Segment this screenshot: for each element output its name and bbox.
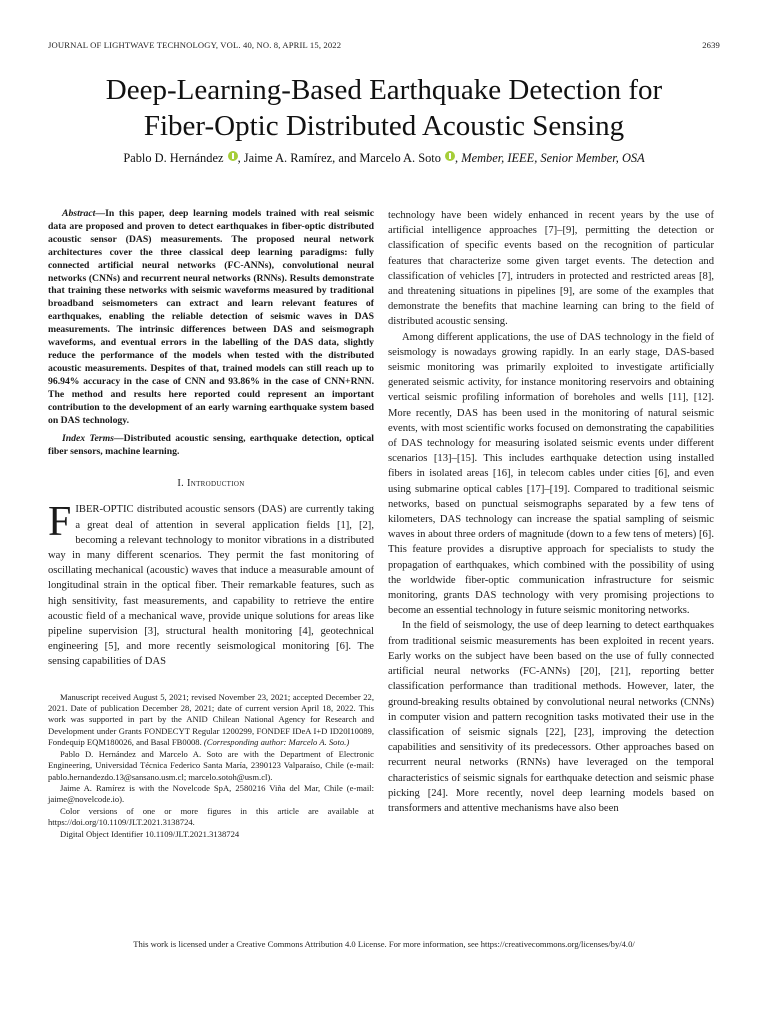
author-separator: , <box>455 151 462 165</box>
body-paragraph-1: technology have been widely enhanced in recent years by the use of artificial intelligence approaches [7]–[9], permitting the detection or classification of specific events based on the recognition of particular features that characterize some given target events. The detection and classification of vehicles [7], intruders in protected and restricted areas [8], and threatening situations in pipelines [9], are some of the examples that demonstrate the benefits that machine learning can bring to the field of distributed acoustic sensing. <box>388 210 714 328</box>
footnote-doi: Digital Object Identifier 10.1109/JLT.2021.3138724 <box>60 828 240 839</box>
footnote-color-figures: Color versions of one or more figures in this article are available at https://doi.org/10.1109/JLT.2021.3138724. <box>48 805 374 828</box>
intro-text: distributed acoustic sensors (DAS) are currently taking a great deal of attention in several application fields [1], [2], becoming a relevant technology to monitor vibrations in a distributed way in many different scenarios. They permit the fast monitoring of oscillating mechanical (acoustic) waves that induce a measurable amount of longitudinal strain in the optical fiber. Their remarkable features, such as high sensitivity, fast measurements, and capability to retrieve the entire acoustic field of a mechanical wave, provide unique solutions for areas like pipeline supervision [3], structural health monitoring [4], geotechnical engineering [5], and more recently seismological monitoring [6]. The sensing capabilities of DAS <box>48 504 374 668</box>
footnote-affiliation-1: Pablo D. Hernández and Marcelo A. Soto are with the Department of Electronic Engineering, Universidad Técnica Federico Santa María, 2390123 Valparaíso, Chile (e-mail: pablo.hernandezdo.13@sansano.usm.cl; marcelo.sotoh@usm.cl). <box>48 748 374 782</box>
right-column <box>388 208 714 816</box>
paper-title <box>40 72 728 144</box>
author-1: Pablo D. Hernández <box>123 151 224 165</box>
section-number: I. <box>177 478 187 490</box>
footnote-manuscript-text: Manuscript received August 5, 2021; revised November 23, 2021; accepted December 22, 2021. Date of publication December 28, 2021; date of current version April 18, 2022. This work was supported in part by the ANID Chilean National Agency for Research and Development under Grants FONDECYT Regular 1200299, FONDEF IDeA I+D ID20I10089, Fondequip EQM180026, and Basal FB0008. <box>48 691 374 748</box>
orcid-icon[interactable] <box>228 151 238 161</box>
footnote-affiliation-2: Jaime A. Ramírez is with the Novelcode SpA, 2580216 Viña del Mar, Chile (e-mail: jaime@novelcode.io). <box>48 782 374 805</box>
body-paragraph-3: In the field of seismology, the use of deep learning to detect earthquakes from traditional seismic measurements has been exploited in recent years. Early works on the subject have been based on the use of fully connected artificial neural networks (FC-ANNs) [20], [21], reporting better classification performance than traditional methods. However, later, the ground-breaking results obtained by convolutional neural networks (CNNs) in computer vision and pattern recognition tasks motivated their use in the classification of seismic signals [22], [23], improving the detection capabilities and sensitivity of its predecessors. Other approaches based on recurrent neural networks (RNNs) have leveraged on the temporal characteristics of seismic signals for earthquake detection and seismic phase picking [24]. More recently, novel deep learning models based on transformers and attentive mechanisms have also been <box>388 620 714 814</box>
footnote-corresponding-author: (Corresponding author: Marcelo A. Soto.) <box>203 737 350 748</box>
abstract-text: —In this paper, deep learning models trained with real seismic data are proposed and proven to detect earthquakes in fiber-optic distributed acoustic sensor (DAS) measurements. The proposed neural network architectures cover the three classical deep learning paradigms: fully connected artificial neural networks (FC-ANNs), convolutional neural networks (CNNs) and recurrent neural networks (RNNs). Results demonstrate that training these networks with seismic waveforms measured by traditional broadband seismometers can extract and learn relevant features of earthquakes, enabling the reliable detection of seismic waves in DAS measurements. The intrinsic differences between DAS and seismograph waveforms, and eventual errors in the labelling of the DAS data, slightly reduce the performance of the models when tested with the distributed acoustic measurements. Despites of that, trained models can still reach up to 96.94% accuracy in the case of CNN and 93.86% in the case of CNN+RNN. The method and results here reported could represent an important contribution to the development of an early warning earthquake system based on DAS technology. <box>48 208 374 426</box>
footnote-manuscript <box>48 692 374 749</box>
index-terms-label: Index Terms <box>62 433 114 445</box>
title-line-1: Deep-Learning-Based Earthquake Detection for <box>105 74 663 106</box>
orcid-icon[interactable] <box>445 151 455 161</box>
page-number: 2639 <box>702 40 720 50</box>
abstract <box>48 208 374 427</box>
index-terms-text: —Distributed acoustic sensing, earthquake detection, optical fiber sensors, machine learning. <box>48 433 374 458</box>
author-list <box>40 151 728 166</box>
intro-first-word: IBER-OPTIC <box>75 504 134 516</box>
author-membership: Member, IEEE, Senior Member, OSA <box>461 151 645 165</box>
body-paragraph-2: Among different applications, the use of DAS technology in the field of seismology is nowadays growing rapidly. In an early stage, DAS-based seismic monitoring was primarily exploited to investigate artificially generated seismic activity, for instance monitoring reservoirs and obtaining vertical seismic profiling information of boreholes and wells [11], [12]. More recently, DAS has been used in the monitoring of natural seismic events, with most scientific works focused on demonstrating the capabilities of DAS technology for measuring isolated seismic events under different scenarios [13]–[15]. This includes earthquake detection using installed fibers in isolated areas [16], in telecom cables under cities [6], and even using submarine optical cables [17]–[19]. Compared to traditional seismic networks, based on punctual seismographs separated by a few tens of kilometers, DAS technology can increase the spatial sampling of seismic waves in about three orders of magnitude (down to a few tens of meters) [6]. This feature provides a disruptive approach for specialists to study the propagation of earthquakes, which combined with the possibility of using the worldwide fiber-optic communication infrastructure for seismic monitoring, grants DAS technology with very promising projections to become an essential technology in future seismic monitoring networks. <box>388 331 714 617</box>
footnotes <box>48 692 374 840</box>
journal-citation: JOURNAL OF LIGHTWAVE TECHNOLOGY, VOL. 40, NO. 8, APRIL 15, 2022 <box>48 40 342 50</box>
index-terms <box>48 433 374 459</box>
section-title: Introduction <box>186 478 245 490</box>
abstract-label: Abstract <box>62 208 96 219</box>
title-line-2: Fiber-Optic Distributed Acoustic Sensing <box>143 110 625 142</box>
left-column <box>48 208 374 840</box>
drop-cap: F <box>48 499 72 546</box>
intro-paragraph <box>48 499 374 669</box>
license-footer: This work is licensed under a Creative Commons Attribution 4.0 License. For more information, see https://creativecommons.org/licenses/by/4.0/ <box>133 939 635 949</box>
running-header <box>48 40 720 50</box>
section-heading <box>48 476 374 491</box>
author-2-3: , Jaime A. Ramírez, and Marcelo A. Soto <box>237 151 441 165</box>
